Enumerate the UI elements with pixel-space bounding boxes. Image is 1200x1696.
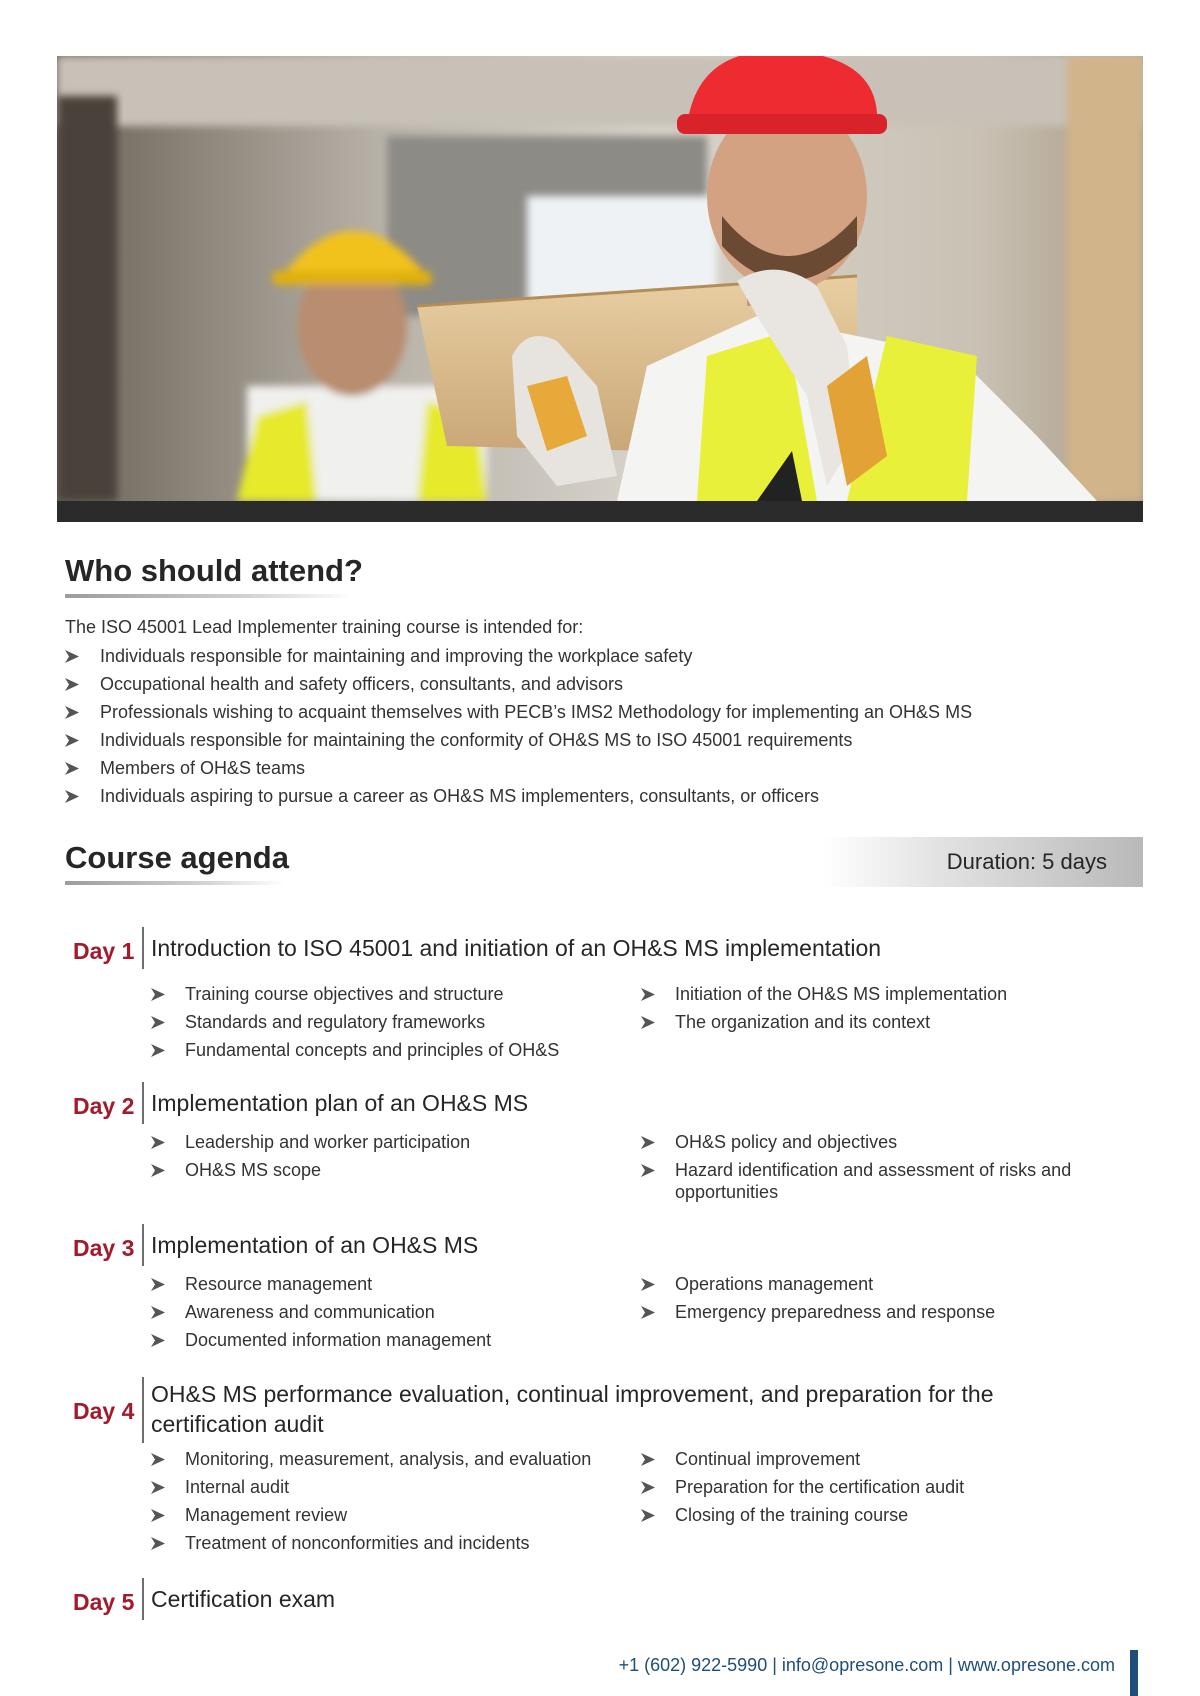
arrow-bullet-icon	[151, 1453, 165, 1466]
topic-list-left	[151, 1128, 621, 1184]
day-label: Day 1	[73, 938, 135, 964]
list-item	[641, 1156, 1121, 1206]
arrow-bullet-icon	[641, 1136, 655, 1149]
day-separator	[142, 1377, 144, 1443]
hero-bottom-bar	[57, 501, 1143, 522]
topic-text: Standards and regulatory frameworks	[185, 1012, 486, 1032]
arrow-bullet-icon	[641, 1278, 655, 1291]
day-title: Implementation of an OH&S MS	[151, 1232, 479, 1258]
topic-text: Emergency preparedness and response	[675, 1302, 996, 1322]
arrow-bullet-icon	[151, 1334, 165, 1347]
arrow-bullet-icon	[641, 1509, 655, 1522]
list-item	[151, 1529, 621, 1557]
list-item	[151, 1473, 621, 1501]
day-label: Day 2	[73, 1093, 135, 1119]
list-item	[151, 1501, 621, 1529]
list-item-text: Members of OH&S teams	[100, 758, 306, 778]
list-item	[641, 1128, 1121, 1156]
who-should-attend-title: Who should attend?	[65, 553, 363, 588]
list-item	[151, 1298, 621, 1326]
topic-text: Closing of the training course	[675, 1505, 909, 1525]
topic-list-right	[641, 1270, 1121, 1326]
topic-list-left	[151, 1445, 621, 1557]
topic-list-left	[151, 1270, 621, 1354]
day-label: Day 5	[73, 1589, 135, 1615]
day-separator	[142, 1578, 144, 1620]
topic-text: Initiation of the OH&S MS implementation	[675, 984, 1008, 1004]
topic-text: The organization and its context	[675, 1012, 931, 1032]
topic-text: Resource management	[185, 1274, 373, 1294]
arrow-bullet-icon	[151, 1136, 165, 1149]
topic-text: Hazard identification and assessment of risks and opportunities	[675, 1160, 1072, 1202]
arrow-bullet-icon	[151, 1016, 165, 1029]
list-item	[641, 1008, 1121, 1036]
list-item	[65, 782, 972, 810]
arrow-bullet-icon	[65, 790, 79, 803]
day-title: Introduction to ISO 45001 and initiation of an OH&S MS implementation	[151, 935, 882, 961]
list-item	[151, 1008, 621, 1036]
list-item	[641, 1445, 1121, 1473]
topic-text: Monitoring, measurement, analysis, and evaluation	[185, 1449, 592, 1469]
day-block-4	[65, 1377, 1145, 1557]
day-title: Certification exam	[151, 1586, 336, 1612]
day-block-1	[65, 927, 1145, 1067]
arrow-bullet-icon	[641, 1164, 655, 1177]
topic-list-right	[641, 1445, 1121, 1529]
day-label: Day 3	[73, 1235, 135, 1261]
list-item-text: Professionals wishing to acquaint themselves with PECB’s IMS2 Methodology for implementing an OH&S MS	[100, 702, 973, 722]
day-block-5	[65, 1578, 1145, 1622]
arrow-bullet-icon	[641, 1481, 655, 1494]
arrow-bullet-icon	[151, 1278, 165, 1291]
list-item	[65, 698, 972, 726]
topic-text: OH&S MS scope	[185, 1160, 322, 1180]
day-label: Day 4	[73, 1398, 135, 1424]
day-block-3	[65, 1224, 1145, 1364]
arrow-bullet-icon	[65, 650, 79, 663]
list-item	[151, 1156, 621, 1184]
day-title: OH&S MS performance evaluation, continual improvement, and preparation for the certification audit	[151, 1381, 994, 1437]
topic-text: Continual improvement	[675, 1449, 861, 1469]
arrow-bullet-icon	[151, 1537, 165, 1550]
list-item	[641, 1298, 1121, 1326]
list-item	[641, 980, 1121, 1008]
list-item	[65, 726, 972, 754]
topic-text: Operations management	[675, 1274, 874, 1294]
topic-text: Documented information management	[185, 1330, 492, 1350]
arrow-bullet-icon	[641, 1306, 655, 1319]
arrow-bullet-icon	[65, 762, 79, 775]
arrow-bullet-icon	[65, 678, 79, 691]
list-item	[641, 1270, 1121, 1298]
who-should-attend-intro: The ISO 45001 Lead Implementer training course is intended for:	[65, 617, 584, 637]
list-item-text: Individuals responsible for maintaining and improving the workplace safety	[100, 646, 693, 666]
list-item-text: Individuals aspiring to pursue a career as OH&S MS implementers, consultants, or officers	[100, 786, 819, 806]
arrow-bullet-icon	[151, 1509, 165, 1522]
list-item	[151, 1445, 621, 1473]
list-item	[151, 1128, 621, 1156]
arrow-bullet-icon	[641, 1016, 655, 1029]
topic-text: Training course objectives and structure	[185, 984, 504, 1004]
list-item	[151, 1270, 621, 1298]
list-item	[151, 1326, 621, 1354]
topic-text: Management review	[185, 1505, 348, 1525]
topic-text: OH&S policy and objectives	[675, 1132, 898, 1152]
course-agenda-underline	[65, 881, 285, 885]
topic-text: Leadership and worker participation	[185, 1132, 471, 1152]
arrow-bullet-icon	[151, 1044, 165, 1057]
topic-list-left	[151, 980, 621, 1064]
topic-text: Preparation for the certification audit	[675, 1477, 965, 1497]
day-title: Implementation plan of an OH&S MS	[151, 1090, 529, 1116]
topic-text: Treatment of nonconformities and incidents	[185, 1533, 530, 1553]
list-item-text: Individuals responsible for maintaining the conformity of OH&S MS to ISO 45001 requirements	[100, 730, 853, 750]
list-item-text: Occupational health and safety officers, consultants, and advisors	[100, 674, 623, 694]
arrow-bullet-icon	[641, 1453, 655, 1466]
topic-list-right	[641, 1128, 1121, 1206]
list-item	[65, 670, 972, 698]
list-item	[65, 754, 972, 782]
arrow-bullet-icon	[151, 1306, 165, 1319]
list-item	[151, 1036, 621, 1064]
list-item	[641, 1501, 1121, 1529]
day-separator	[142, 927, 144, 969]
topic-text: Awareness and communication	[185, 1302, 435, 1322]
footer-accent-bar	[1130, 1650, 1138, 1696]
list-item	[641, 1473, 1121, 1501]
arrow-bullet-icon	[151, 988, 165, 1001]
attendee-list	[65, 642, 972, 810]
workers-photo	[57, 56, 1143, 501]
topic-text: Fundamental concepts and principles of OH&S	[185, 1040, 560, 1060]
footer-contact: +1 (602) 922-5990 | info@opresone.com | www.opresone.com	[618, 1655, 1115, 1675]
arrow-bullet-icon	[65, 706, 79, 719]
list-item	[65, 642, 972, 670]
day-block-2	[65, 1082, 1145, 1212]
arrow-bullet-icon	[151, 1481, 165, 1494]
course-agenda-title: Course agenda	[65, 840, 289, 875]
who-should-attend-underline	[65, 594, 355, 598]
hero-image	[57, 56, 1143, 522]
arrow-bullet-icon	[641, 988, 655, 1001]
duration-badge: Duration: 5 days	[823, 837, 1143, 887]
day-separator	[142, 1082, 144, 1124]
topic-list-right	[641, 980, 1121, 1036]
list-item	[151, 980, 621, 1008]
arrow-bullet-icon	[65, 734, 79, 747]
day-separator	[142, 1224, 144, 1266]
topic-text: Internal audit	[185, 1477, 290, 1497]
arrow-bullet-icon	[151, 1164, 165, 1177]
